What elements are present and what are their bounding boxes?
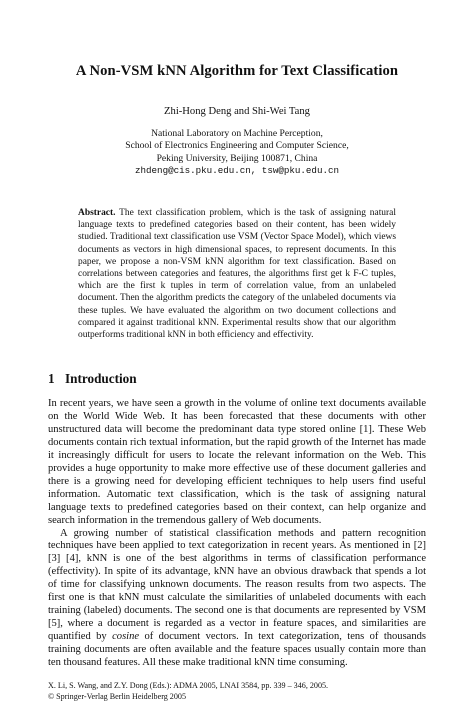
paragraph-1: In recent years, we have seen a growth in the volume of online text documents available on the World Wide Web. It has been forecasted that these documents with other unstructured data will become the predominant data type stored online [1]. These Web documents contain rich textual information, but the rapid growth of the Internet has made it increasingly difficult for users to locate the relevant information on the Web. This provides a huge opportunity to make more effective use of these document galleries and there is a growing need for developing efficient techniques to help users find useful information. Automatic text classification, which is the task of assigning natural language texts to predefined categories based on their context, can help organize and search information in the tremendous gallery of Web documents. — [48, 398, 426, 526]
paragraph-2-part-1: A growing number of statistical classification methods and pattern recognition techniques have been applied to text categorization in recent years. As mentioned in [2] [3] [4], kNN is one of the best algorithms in terms of classification performance (effectivity). In spite of its advantage, kNN have an obvious drawback that spends a lot of time for classifying unknown documents. The reason results from two aspects. The first one is that kNN must calculate the similarities of unlabeled documents with each training (labeled) documents. The second one is that documents are represented by VSM [5], where a document is regarded as a vector in feature spaces, and similarities are quantified by — [48, 527, 426, 643]
abstract-text: The text classification problem, which is the task of assigning natural language texts to predefined categories based on their content, has been widely studied. Traditional text classification use VSM (Vector Space Model), which views documents as vectors in high dimensional spaces, to represent documents. In this paper, we propose a non-VSM kNN algorithm for text classification. Based on correlations between categories and features, the algorithms first get k F-C tuples, which are the first k tuples in term of correlation value, from an unlabeled document. Then the algorithm predicts the category of the unlabeled documents via these tuples. We have evaluated the algorithm on two document collections and compared it against traditional kNN. Experimental results show that our algorithm outperforms traditional kNN in both efficiency and effectivity. — [78, 208, 396, 341]
affiliation-line-2: School of Electronics Engineering and Computer Science, — [125, 140, 349, 152]
author-affiliation — [0, 128, 474, 178]
paper-authors: Zhi-Hong Deng and Shi-Wei Tang — [164, 106, 310, 117]
paragraph-2-part-2: of document vectors. In text categorization, tens of thousands training documents are often available and the feature spaces usually contain more than ten thousand features. All these make traditional kNN time consuming. — [48, 631, 427, 669]
section-body — [48, 398, 426, 670]
author-emails: zhdeng@cis.pku.edu.cn, tsw@pku.edu.cn — [135, 165, 339, 177]
section-title: Introduction — [65, 371, 137, 386]
footnote-citation: X. Li, S. Wang, and Z.Y. Dong (Eds.): ADMA 2005, LNAI 3584, pp. 339 – 346, 2005. — [48, 681, 329, 690]
affiliation-line-3: Peking University, Beijing 100871, China — [156, 152, 318, 164]
paragraph-2-emphasis: cosine — [112, 631, 140, 643]
footnote-copyright: © Springer-Verlag Berlin Heidelberg 2005 — [48, 691, 186, 701]
section-heading — [48, 371, 137, 387]
abstract — [78, 207, 396, 341]
section-number: 1 — [48, 371, 55, 386]
paragraph-2 — [48, 528, 426, 670]
abstract-label: Abstract. — [78, 208, 116, 218]
paper-title: A Non-VSM kNN Algorithm for Text Classification — [75, 63, 399, 79]
affiliation-line-1: National Laboratory on Machine Perception, — [151, 128, 323, 139]
publication-footnote — [48, 681, 328, 702]
